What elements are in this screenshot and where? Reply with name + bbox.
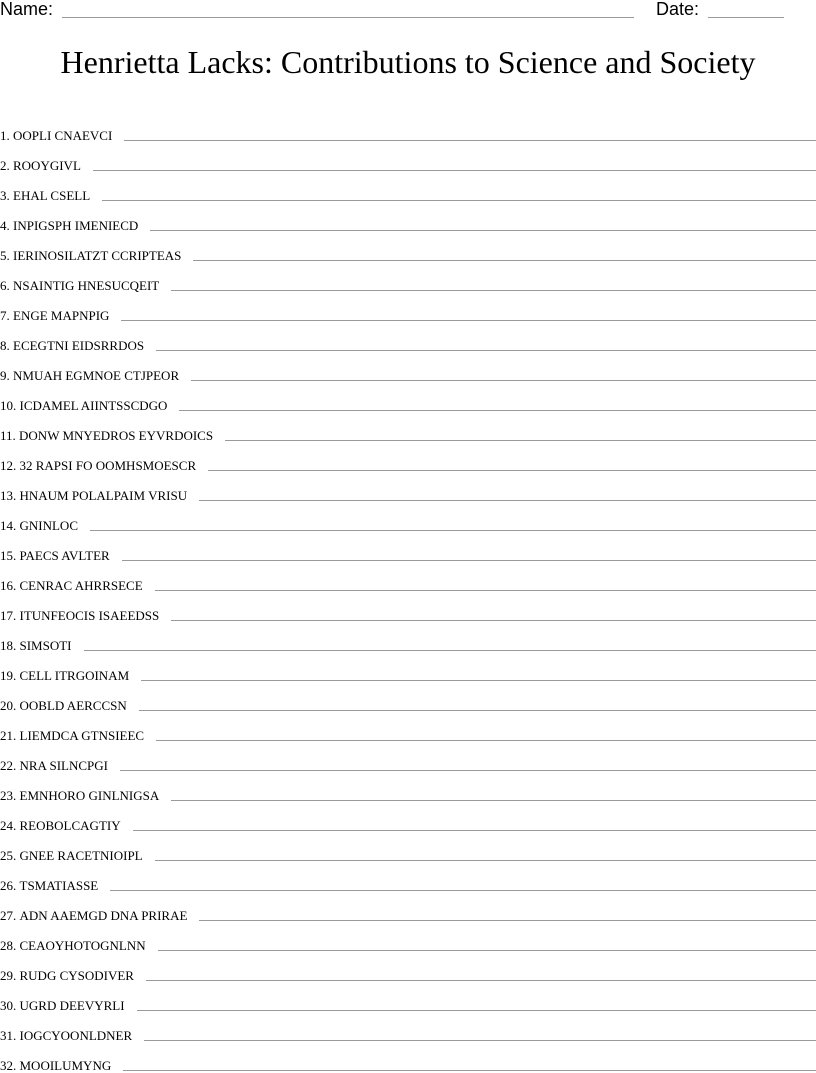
answer-line[interactable] [123, 1069, 816, 1071]
item-number: 31. [0, 1028, 17, 1043]
answer-line[interactable] [225, 439, 816, 441]
item-label [0, 398, 167, 413]
list-item [0, 893, 816, 923]
answer-line[interactable] [102, 199, 816, 201]
item-number: 3. [0, 188, 10, 203]
list-item [0, 713, 816, 743]
item-number: 1. [0, 128, 10, 143]
item-number: 19. [0, 668, 17, 683]
scrambled-word: OOPLI CNAEVCI [13, 128, 113, 143]
list-item [0, 473, 816, 503]
worksheet-header [0, 0, 816, 22]
list-item [0, 833, 816, 863]
scrambled-word: EMNHORO GINLNIGSA [19, 788, 160, 803]
scrambled-word: IOGCYOONLDNER [19, 1028, 133, 1043]
item-number: 30. [0, 998, 17, 1013]
list-item [0, 263, 816, 293]
item-label [0, 698, 127, 713]
item-number: 7. [0, 308, 10, 323]
answer-line[interactable] [144, 1039, 816, 1041]
item-number: 29. [0, 968, 17, 983]
item-number: 16. [0, 578, 17, 593]
list-item [0, 353, 816, 383]
scrambled-word: DONW MNYEDROS EYVRDOICS [19, 428, 214, 443]
list-item [0, 773, 816, 803]
list-item [0, 113, 816, 143]
list-item [0, 143, 816, 173]
scrambled-word: TSMATIASSE [19, 878, 99, 893]
name-label: Name: [0, 0, 54, 19]
answer-line[interactable] [146, 979, 816, 981]
scrambled-word: ROOYGIVL [13, 158, 81, 173]
scrambled-word: HNAUM POLALPAIM VRISU [19, 488, 188, 503]
answer-line[interactable] [155, 589, 816, 591]
item-number: 25. [0, 848, 17, 863]
date-label: Date: [656, 0, 700, 19]
answer-line[interactable] [199, 919, 816, 921]
item-label [0, 458, 196, 473]
item-label [0, 308, 109, 323]
scrambled-word: SIMSOTI [19, 638, 72, 653]
answer-line[interactable] [110, 889, 816, 891]
item-number: 11. [0, 428, 16, 443]
item-number: 22. [0, 758, 17, 773]
item-number: 24. [0, 818, 17, 833]
page-title: Henrietta Lacks: Contributions to Science and Society [60, 44, 756, 80]
scrambled-word: CEAOYHOTOGNLNN [19, 938, 146, 953]
answer-line[interactable] [133, 829, 816, 831]
item-label [0, 338, 144, 353]
item-number: 17. [0, 608, 17, 623]
scrambled-word: ECEGTNI EIDSRRDOS [13, 338, 145, 353]
scrambled-word: 32 RAPSI FO OOMHSMOESCR [19, 458, 197, 473]
answer-line[interactable] [124, 139, 816, 141]
answer-line[interactable] [93, 169, 816, 171]
item-label [0, 728, 144, 743]
item-label [0, 878, 98, 893]
list-item [0, 173, 816, 203]
item-number: 5. [0, 248, 10, 263]
answer-line[interactable] [122, 559, 816, 561]
scrambled-word: NMUAH EGMNOE CTJPEOR [13, 368, 180, 383]
scrambled-word: RUDG CYSODIVER [19, 968, 134, 983]
scrambled-word: GNINLOC [19, 518, 78, 533]
item-label [0, 908, 187, 923]
scrambled-word: EHAL CSELL [13, 188, 91, 203]
scrambled-word: ICDAMEL AIINTSSCDGO [19, 398, 168, 413]
item-label [0, 428, 213, 443]
answer-line[interactable] [171, 619, 816, 621]
item-label [0, 968, 134, 983]
item-label [0, 758, 108, 773]
item-label [0, 158, 81, 173]
item-number: 10. [0, 398, 17, 413]
item-label [0, 818, 121, 833]
scrambled-word: CELL ITRGOINAM [19, 668, 130, 683]
answer-line[interactable] [208, 469, 816, 471]
item-label [0, 848, 143, 863]
answer-line[interactable] [121, 319, 816, 321]
item-number: 12. [0, 458, 17, 473]
item-label [0, 248, 181, 263]
item-label [0, 998, 125, 1013]
item-number: 8. [0, 338, 10, 353]
list-item [0, 443, 816, 473]
item-label [0, 638, 72, 653]
scrambled-word: ENGE MAPNPIG [13, 308, 110, 323]
scrambled-word: OOBLD AERCCSN [19, 698, 127, 713]
answer-line[interactable] [156, 349, 816, 351]
scrambled-word: MOOILUMYNG [19, 1058, 112, 1073]
answer-line[interactable] [156, 739, 816, 741]
list-item [0, 623, 816, 653]
item-label [0, 368, 179, 383]
answer-line[interactable] [193, 259, 816, 261]
answer-line[interactable] [155, 859, 816, 861]
scrambled-word: PAECS AVLTER [19, 548, 110, 563]
item-label [0, 518, 78, 533]
list-item [0, 683, 816, 713]
item-number: 27. [0, 908, 17, 923]
item-label [0, 218, 138, 233]
name-field[interactable] [62, 17, 634, 18]
scrambled-word: ITUNFEOCIS ISAEEDSS [19, 608, 160, 623]
answer-line[interactable] [120, 769, 816, 771]
list-item [0, 293, 816, 323]
item-number: 15. [0, 548, 17, 563]
scrambled-word: NRA SILNCPGI [19, 758, 108, 773]
item-number: 23. [0, 788, 17, 803]
list-item [0, 383, 816, 413]
scrambled-word: UGRD DEEVYRLI [19, 998, 125, 1013]
answer-line[interactable] [158, 949, 816, 951]
list-item [0, 323, 816, 353]
scrambled-word: ADN AAEMGD DNA PRIRAE [19, 908, 188, 923]
answer-line[interactable] [171, 289, 816, 291]
item-number: 32. [0, 1058, 17, 1073]
list-item [0, 653, 816, 683]
item-label [0, 128, 112, 143]
item-label [0, 608, 159, 623]
list-item [0, 1043, 816, 1073]
item-label [0, 188, 90, 203]
answer-line[interactable] [150, 229, 816, 231]
item-number: 21. [0, 728, 17, 743]
item-label [0, 788, 159, 803]
scrambled-word: LIEMDCA GTNSIEEC [19, 728, 145, 743]
answer-line[interactable] [199, 499, 816, 501]
item-label [0, 578, 143, 593]
item-number: 26. [0, 878, 17, 893]
scrambled-word: CENRAC AHRRSECE [19, 578, 143, 593]
item-label [0, 1058, 111, 1073]
date-field[interactable] [708, 17, 784, 18]
item-number: 6. [0, 278, 10, 293]
list-item [0, 203, 816, 233]
item-label [0, 668, 129, 683]
list-item [0, 503, 816, 533]
scrambled-word: REOBOLCAGTIY [19, 818, 121, 833]
list-item [0, 923, 816, 953]
item-number: 4. [0, 218, 10, 233]
list-item [0, 563, 816, 593]
answer-line[interactable] [84, 649, 816, 651]
answer-line[interactable] [191, 379, 816, 381]
list-item [0, 233, 816, 263]
list-item [0, 953, 816, 983]
list-item [0, 533, 816, 563]
answer-line[interactable] [171, 799, 816, 801]
list-item [0, 743, 816, 773]
item-number: 13. [0, 488, 17, 503]
list-item [0, 803, 816, 833]
item-label [0, 1028, 132, 1043]
answer-line[interactable] [137, 1009, 816, 1011]
item-number: 18. [0, 638, 17, 653]
item-number: 2. [0, 158, 10, 173]
answer-line[interactable] [90, 529, 816, 531]
answer-line[interactable] [179, 409, 816, 411]
item-label [0, 938, 146, 953]
item-label [0, 278, 159, 293]
item-number: 28. [0, 938, 17, 953]
list-item [0, 1013, 816, 1043]
scrambled-word: GNEE RACETNIOIPL [19, 848, 143, 863]
answer-line[interactable] [139, 709, 816, 711]
list-item [0, 593, 816, 623]
item-number: 9. [0, 368, 10, 383]
scrambled-word: NSAINTIG HNESUCQEIT [13, 278, 160, 293]
list-item [0, 863, 816, 893]
list-item [0, 983, 816, 1013]
answer-line[interactable] [141, 679, 816, 681]
scrambled-word: IERINOSILATZT CCRIPTEAS [13, 248, 182, 263]
item-number: 20. [0, 698, 17, 713]
scramble-list [0, 113, 816, 1073]
item-label [0, 488, 187, 503]
scrambled-word: INPIGSPH IMENIECD [13, 218, 139, 233]
item-label [0, 548, 110, 563]
list-item [0, 413, 816, 443]
item-number: 14. [0, 518, 17, 533]
